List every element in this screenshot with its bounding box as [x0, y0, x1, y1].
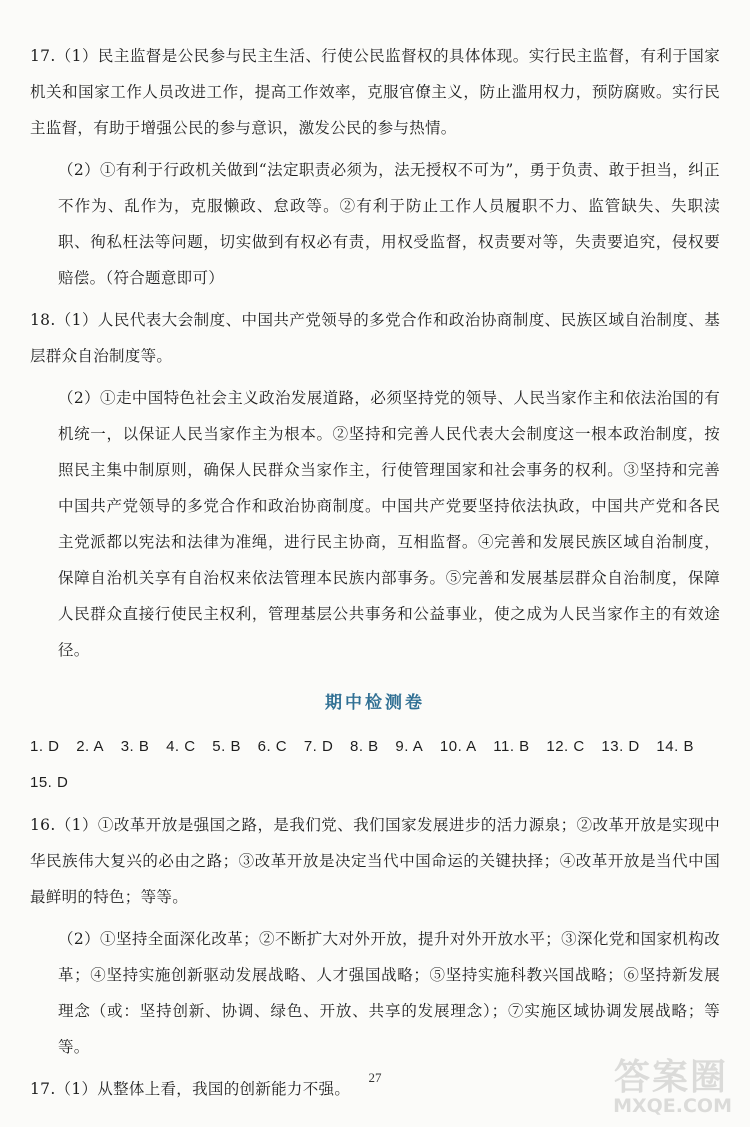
q17-part2: （2）①有利于行政机关做到“法定职责必须为，法无授权不可为”，勇于负责、敢于担当，纠正不作为、乱作为，克服懒政、怠政等。②有利于防止工作人员履职不力、监管缺失、失职渎职、徇私枉法等问题，切实做到有权必有责，用权受监督，权责要对等，失责要追究，侵权要赔偿。（符合题意即可）	[58, 161, 720, 287]
watermark-text: 答案圈	[613, 1057, 728, 1098]
choice-answer: 13. D	[601, 738, 640, 755]
page-number: 27	[368, 1070, 382, 1085]
answer-page	[30, 38, 720, 1107]
section-title: 期中检测卷	[325, 693, 425, 713]
choice-answer: 4. C	[166, 738, 196, 755]
q17b-part1: 17.（1）从整体上看，我国的创新能力不强。	[30, 1080, 351, 1098]
q18-part1: 18.（1）人民代表大会制度、中国共产党领导的多党合作和政治协商制度、民族区域自治制度、基层群众自治制度等。	[30, 311, 720, 365]
choice-answer: 14. B	[656, 738, 694, 755]
choice-answer: 6. C	[257, 738, 288, 755]
choice-answer: 1. D	[30, 738, 60, 755]
watermark-logo	[586, 1049, 736, 1119]
choice-answer: 11. B	[493, 738, 530, 755]
choice-answer: 2. A	[76, 738, 105, 755]
q16-part1: 16.（1）①改革开放是强国之路，是我们党、我们国家发展进步的活力源泉；②改革开放是实现中华民族伟大复兴的必由之路；③改革开放是决定当代中国命运的关键抉择；④改革开放是当代中国最鲜明的特色；等等。	[30, 816, 720, 906]
choice-answer: 7. D	[303, 738, 334, 755]
choice-answer: 3. B	[120, 738, 150, 755]
q17-part1: 17.（1）民主监督是公民参与民主生活、行使公民监督权的具体体现。实行民主监督，有利于国家机关和国家工作人员改进工作，提高工作效率，克服官僚主义，防止滥用权力，预防腐败。实行民主监督，有助于增强公民的参与意识，激发公民的参与热情。	[30, 47, 720, 137]
choice-answer: 12. C	[546, 738, 585, 755]
choice-answer: 10. A	[439, 738, 477, 755]
choice-answers	[30, 729, 720, 801]
q16-part2: （2）①坚持全面深化改革；②不断扩大对外开放，提升对外开放水平；③深化党和国家机构改革；④坚持实施创新驱动发展战略、人才强国战略；⑤坚持实施科教兴国战略；⑥坚持新发展理念（或：坚持创新、协调、绿色、开放、共享的发展理念）；⑦实施区域协调发展战略；等等。	[58, 930, 720, 1056]
choice-answer: 5. B	[212, 738, 241, 755]
choice-answer: 9. A	[395, 738, 424, 755]
choice-answer: 15. D	[30, 774, 69, 791]
watermark-url: MXQE.COM	[613, 1095, 732, 1117]
choice-answer: 8. B	[350, 738, 379, 755]
q18-part2: （2）①走中国特色社会主义政治发展道路，必须坚持党的领导、人民当家作主和依法治国的有机统一，以保证人民当家作主为根本。②坚持和完善人民代表大会制度这一根本政治制度，按照民主集中制原则，确保人民群众当家作主，行使管理国家和社会事务的权利。③坚持和完善中国共产党领导的多党合作和政治协商制度。中国共产党要坚持依法执政，中国共产党和各民主党派都以宪法和法律为准绳，进行民主协商，互相监督。④完善和发展民族区域自治制度，保障自治机关享有自治权来依法管理本民族内部事务。⑤完善和发展基层群众自治制度，保障人民群众直接行使民主权利，管理基层公共事务和公益事业，使之成为人民当家作主的有效途径。	[58, 389, 720, 659]
